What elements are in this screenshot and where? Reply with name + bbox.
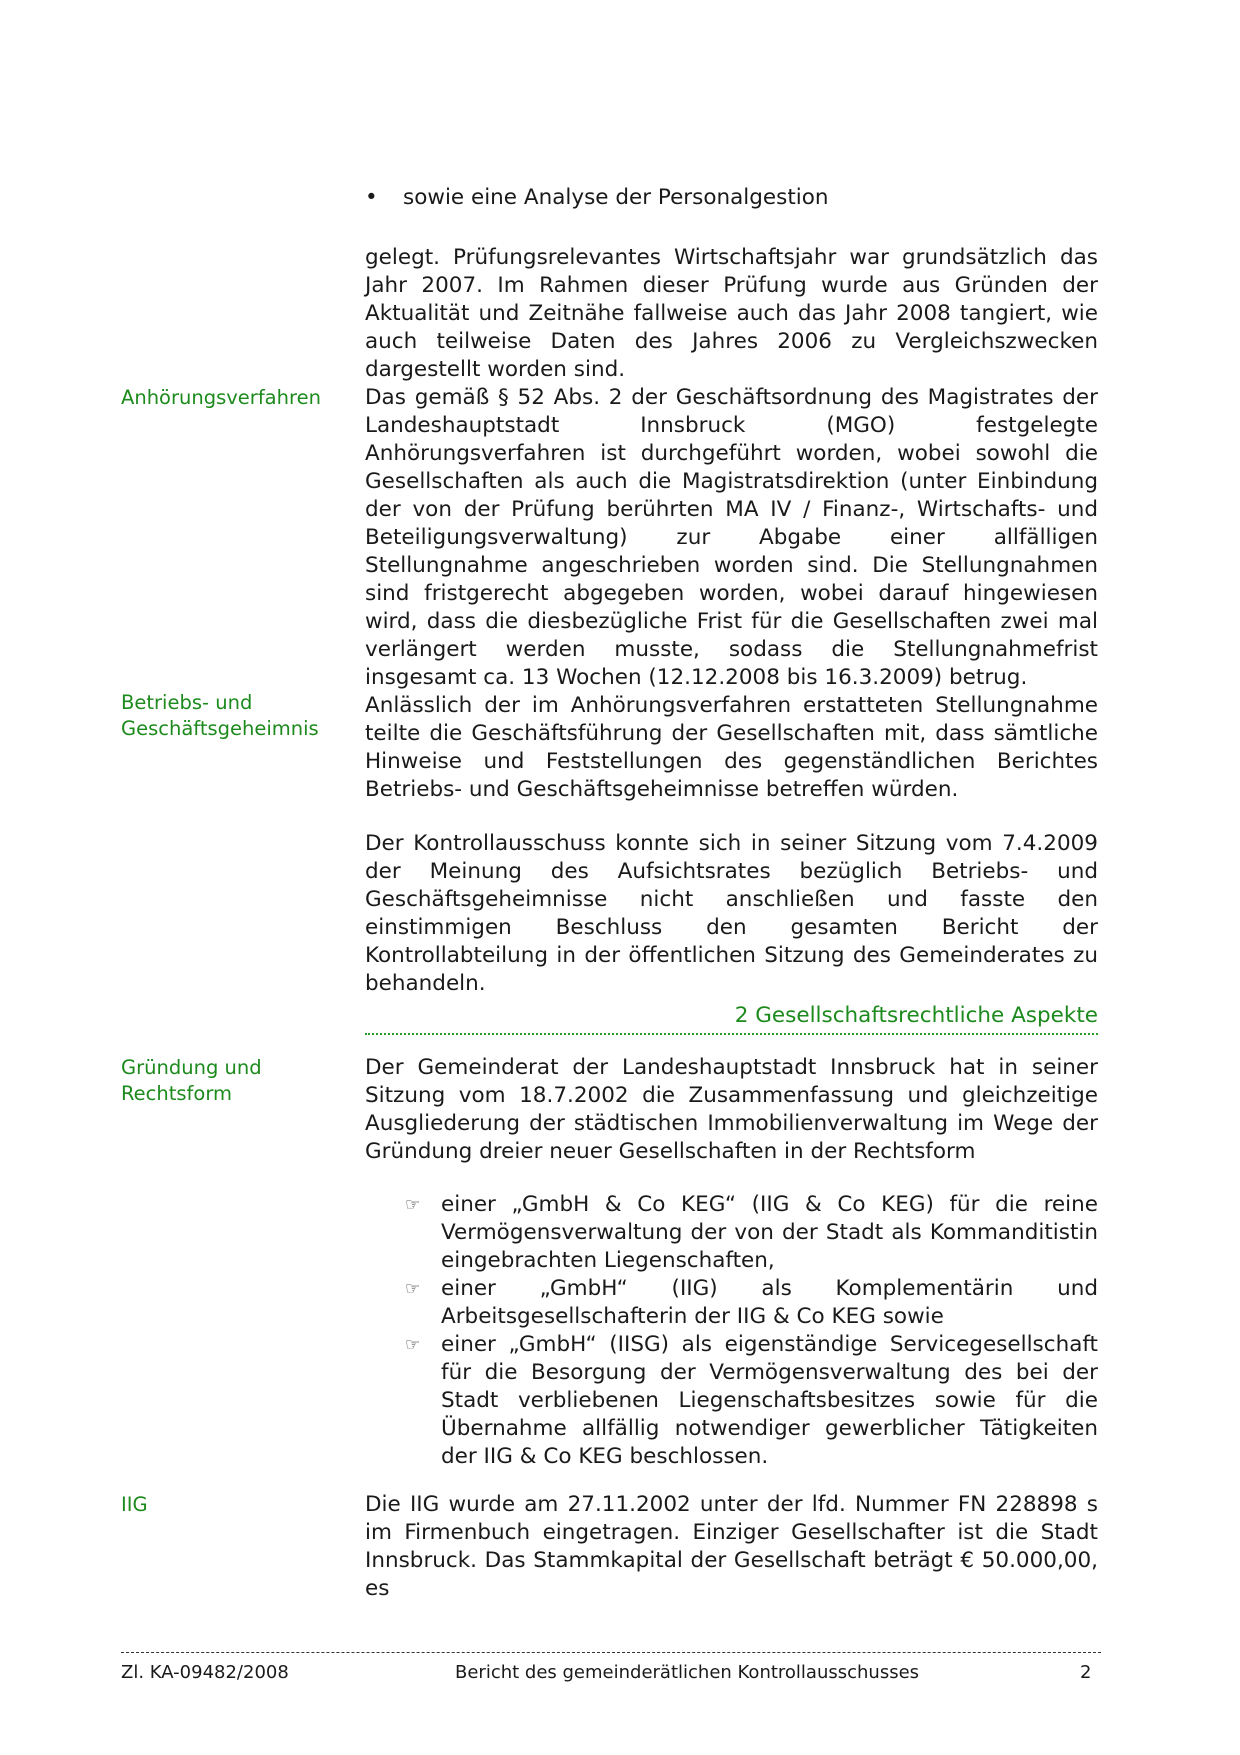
gesellschaften-list: [405, 1191, 1098, 1471]
footer-dashed-rule: [121, 1652, 1101, 1653]
anhoerung-text: Das gemäß § 52 Abs. 2 der Geschäftsordnung des Magistrates der Landeshauptstadt Innsbruck (MGO) festgelegte Anhörungsverfahren ist durchgeführt worden, wobei sowohl die Gesellschaften als auch die Magistratsdirektion (unter Einbindung der von der Prüfung berührten MA IV / Finanz-, Wirtschafts- und Beteiligungsverwaltung) zur Abgabe einer allfälligen Stellungnahme angeschrieben worden sind. Die Stellungnahmen sind fristgerecht abgegeben worden, wobei darauf hingewiesen wird, dass die diesbezügliche Frist für die Gesellschaften zwei mal verlängert werden musste, sodass die Stellungnahmefrist insgesamt ca. 13 Wochen (12.12.2008 bis 16.3.2009) betrug.: [365, 385, 1098, 690]
iig-text: Die IIG wurde am 27.11.2002 unter der lfd. Nummer FN 228898 s im Firmenbuch eingetragen. Einziger Gesellschafter ist die Stadt Innsbruck. Das Stammkapital der Gesellschaft beträgt € 50.000,00, es: [365, 1492, 1098, 1601]
gruendung-text: Der Gemeinderat der Landeshauptstadt Innsbruck hat in seiner Sitzung vom 18.7.2002 die Zusammenfassung und gleichzeitige Ausgliederung der städtischen Immobilienverwaltung im Wege der Gründung dreier neuer Gesellschaften in der Rechtsform: [365, 1055, 1098, 1164]
gruendung-paragraph: [365, 1054, 1098, 1166]
page-number: 2: [1080, 1662, 1092, 1683]
section-heading: 2 Gesellschaftsrechtliche Aspekte: [734, 1003, 1098, 1028]
geheimnis-paragraph-1: [365, 692, 1098, 804]
margin-label-anhoerungsverfahren: Anhörungsverfahren: [121, 386, 321, 409]
list-item-text: einer „GmbH & Co KEG“ (IIG & Co KEG) für die reine Vermögensverwaltung der von der Stadt als Kommanditistin eingebrachten Liegenschaften,: [441, 1192, 1098, 1273]
margin-label-iig: IIG: [121, 1493, 148, 1516]
geheimnis-text-2: Der Kontrollausschuss konnte sich in seiner Sitzung vom 7.4.2009 der Meinung des Aufsichtsrates bezüglich Betriebs- und Geschäftsgeheimnisse nicht anschließen und fasste den einstimmigen Beschluss den gesamten Bericht der Kontrollabteilung in der öffentlichen Sitzung des Gemeinderates zu behandeln.: [365, 831, 1098, 996]
intro-paragraph: [365, 244, 1098, 384]
list-item-text: einer „GmbH“ (IISG) als eigenständige Servicegesellschaft für die Besorgung der Vermögensverwaltung des bei der Stadt verbliebenen Liegenschaftsbesitzes sowie für die Übernahme allfällig notwendiger gewerblicher Tätigkeiten der IIG & Co KEG beschlossen.: [441, 1332, 1098, 1469]
list-item: [405, 1191, 1098, 1275]
heading-dotted-rule: [365, 1033, 1098, 1035]
geheimnis-paragraph-2: [365, 830, 1098, 998]
margin-label-line: Gründung und: [121, 1056, 262, 1079]
geheimnis-text-1: Anlässlich der im Anhörungsverfahren erstatteten Stellungnahme teilte die Geschäftsführung der Gesellschaften mit, dass sämtliche Hinweise und Feststellungen des gegenständlichen Berichtes Betriebs- und Geschäftsgeheimnisse betreffen würden.: [365, 693, 1098, 802]
margin-label-line: Betriebs- und: [121, 691, 253, 714]
margin-label-line: Rechtsform: [121, 1082, 233, 1105]
margin-label-line: Geschäftsgeheimnis: [121, 717, 319, 740]
bullet-marker: •: [365, 185, 378, 210]
iig-paragraph: [365, 1491, 1098, 1603]
anhoerung-paragraph: [365, 384, 1098, 692]
pointing-hand-icon: ☞: [405, 1335, 421, 1355]
margin-label-geheimnis: [121, 690, 341, 742]
margin-label-gruendung: [121, 1055, 341, 1107]
footer-title: Bericht des gemeinderätlichen Kontrollausschusses: [455, 1662, 920, 1683]
pointing-hand-icon: ☞: [405, 1195, 421, 1215]
pointing-hand-icon: ☞: [405, 1279, 421, 1299]
list-item: [405, 1331, 1098, 1471]
list-item: [405, 1275, 1098, 1331]
footer-reference: Zl. KA-09482/2008: [121, 1662, 289, 1683]
intro-text: gelegt. Prüfungsrelevantes Wirtschaftsjahr war grundsätzlich das Jahr 2007. Im Rahmen dieser Prüfung wurde aus Gründen der Aktualität und Zeitnähe fallweise auch das Jahr 2008 tangiert, wie auch teilweise Daten des Jahres 2006 zu Vergleichszwecken dargestellt worden sind.: [365, 245, 1098, 382]
bullet-text: sowie eine Analyse der Personalgestion: [403, 185, 829, 210]
list-item-text: einer „GmbH“ (IIG) als Komplementärin und Arbeitsgesellschafterin der IIG & Co KEG sowie: [441, 1276, 1098, 1329]
